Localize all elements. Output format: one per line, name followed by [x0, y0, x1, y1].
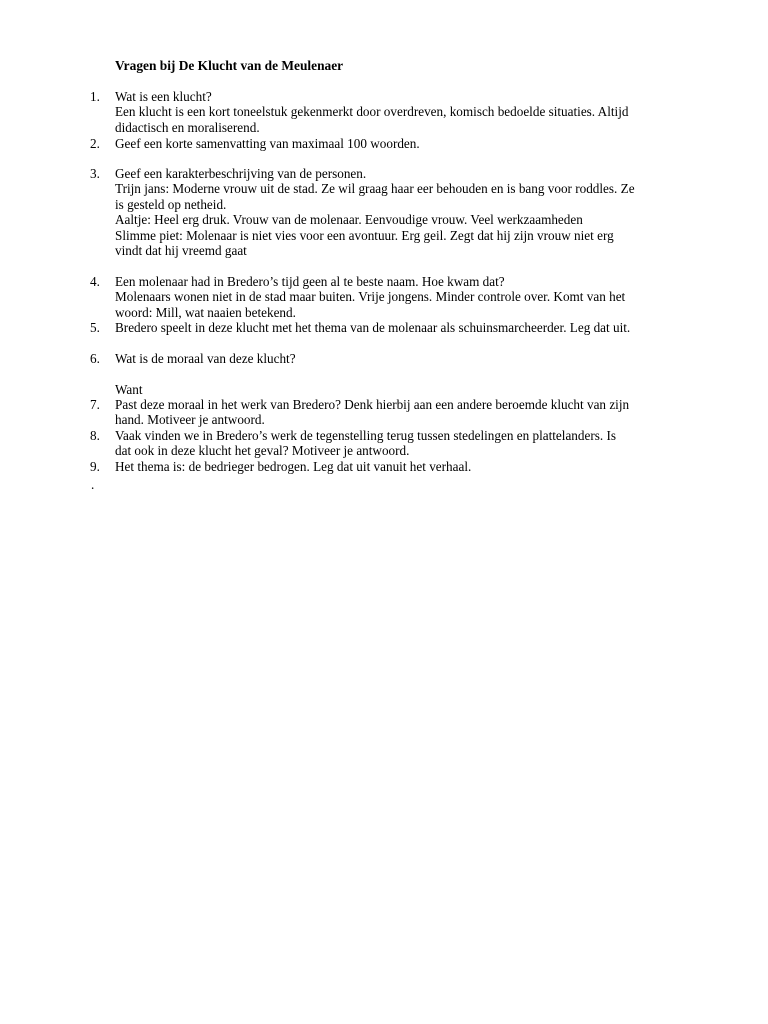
- question-text: Geef een karakterbeschrijving van de personen.: [115, 166, 367, 181]
- answer-line: Molenaars wonen niet in de stad maar buiten. Vrije jongens. Minder controle over. Komt van het: [115, 289, 626, 305]
- question-number: 2.: [90, 136, 100, 151]
- question-text: Bredero speelt in deze klucht met het thema van de molenaar als schuinsmarcheerder. Leg dat uit.: [115, 320, 631, 335]
- question-text-continued: dat ook in deze klucht het geval? Motiveer je antwoord.: [115, 443, 410, 459]
- answer-line: Een klucht is een kort toneelstuk gekenmerkt door overdreven, komisch bedoelde situaties. Altijd: [115, 104, 629, 120]
- answer-line: Aaltje: Heel erg druk. Vrouw van de molenaar. Eenvoudige vrouw. Veel werkzaamheden: [115, 212, 583, 228]
- question-text: Een molenaar had in Bredero’s tijd geen al te beste naam. Hoe kwam dat?: [115, 274, 505, 289]
- answer-line: woord: Mill, wat naaien betekend.: [115, 304, 296, 320]
- question-item-9: [90, 459, 680, 474]
- question-item-2: [90, 136, 680, 151]
- question-number: 7.: [90, 397, 100, 412]
- answer-line: Want: [115, 382, 143, 397]
- question-item-3: [90, 166, 680, 258]
- question-number: 1.: [90, 89, 100, 104]
- question-text: Wat is de moraal van deze klucht?: [115, 351, 296, 366]
- question-item-5: [90, 320, 680, 335]
- answer-line: Trijn jans: Moderne vrouw uit de stad. Ze wil graag haar eer behouden en is bang voor roddles. Ze: [115, 181, 635, 197]
- question-item-7: [90, 397, 680, 428]
- question-number: 8.: [90, 428, 100, 443]
- question-item-6: [90, 351, 680, 366]
- question-item-1: [90, 89, 680, 135]
- question-item-4: [90, 274, 680, 320]
- question-text: Geef een korte samenvatting van maximaal 100 woorden.: [115, 136, 420, 151]
- document-title: Vragen bij De Klucht van de Meulenaer: [115, 58, 344, 73]
- answer-line: didactisch en moraliserend.: [115, 119, 260, 135]
- question-text: Het thema is: de bedrieger bedrogen. Leg dat uit vanuit het verhaal.: [115, 459, 472, 474]
- answer-line: is gesteld op netheid.: [115, 196, 227, 212]
- question-number: 6.: [90, 351, 100, 366]
- question-text: Past deze moraal in het werk van Bredero? Denk hierbij aan een andere beroemde klucht van zijn: [115, 397, 630, 412]
- question-item-8: [90, 428, 680, 459]
- answer-line: vindt dat hij vreemd gaat: [115, 243, 247, 259]
- trailing-mark: .: [91, 477, 95, 492]
- question-number: 3.: [90, 166, 100, 181]
- question-text-continued: hand. Motiveer je antwoord.: [115, 412, 265, 428]
- answer-line: Slimme piet: Molenaar is niet vies voor een avontuur. Erg geil. Zegt dat hij zijn vrouw niet erg: [115, 227, 614, 243]
- question-text: Vaak vinden we in Bredero’s werk de tegenstelling terug tussen stedelingen en plattelanders. Is: [115, 428, 616, 443]
- question-number: 9.: [90, 459, 100, 474]
- question-text: Wat is een klucht?: [115, 89, 212, 104]
- question-number: 5.: [90, 320, 100, 335]
- question-number: 4.: [90, 274, 100, 289]
- answer-want: [90, 382, 680, 397]
